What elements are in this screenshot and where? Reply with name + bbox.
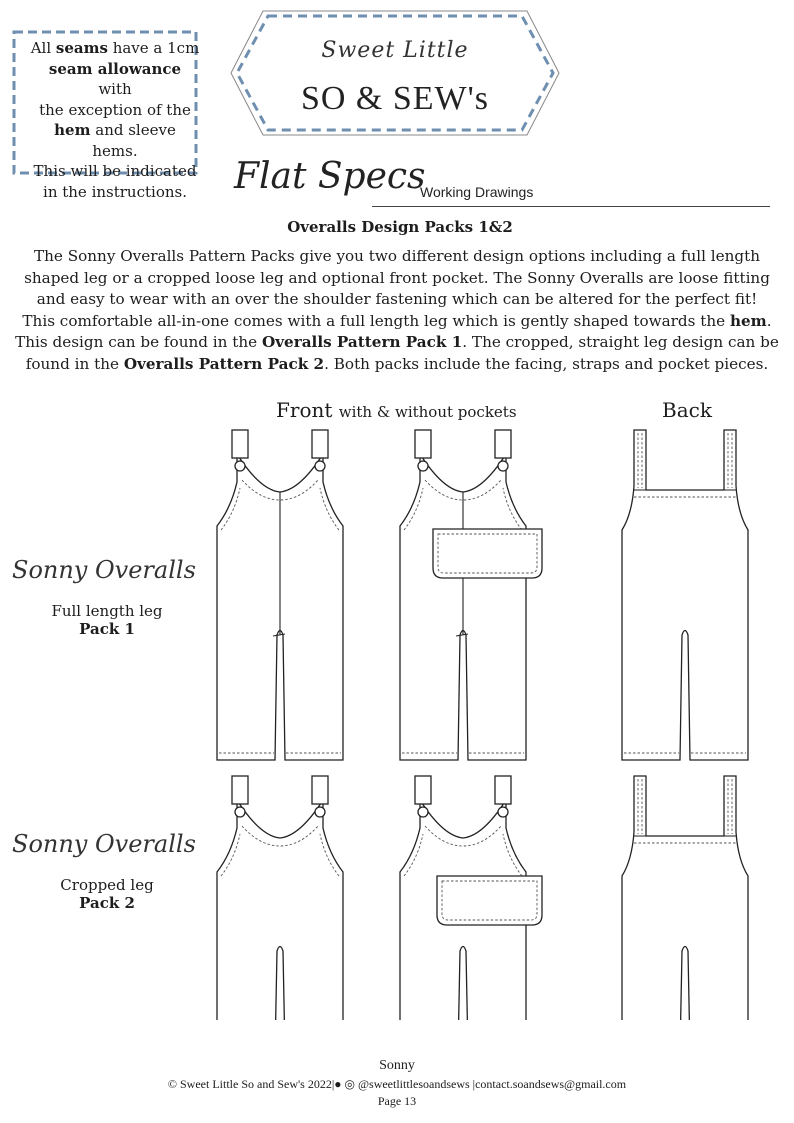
facebook-icon[interactable]: ● (334, 1077, 342, 1091)
flat-specs-subtitle: Working Drawings (420, 184, 534, 200)
logo-script-text: Sweet Little (321, 38, 469, 63)
design-packs-title: Overalls Design Packs 1&2 (287, 218, 513, 236)
intro-text (14, 246, 780, 375)
row2-front-pocket-drawing (400, 776, 542, 1020)
row2-description: Cropped leg Pack 2 (60, 876, 154, 912)
instagram-icon[interactable]: ◎ (344, 1077, 355, 1091)
intro-paragraph-2: This comfortable all-in-one comes with a full length leg which is gently shaped towards the hem. This design can be found in the Overalls Pattern Pack 1. The cropped, straight leg design can be found in the Overalls Pattern Pack 2. Both packs include the facing, straps and pocket pieces. (15, 311, 779, 373)
row2-back-drawing (622, 776, 748, 1020)
flat-specs-heading (232, 156, 562, 200)
back-label: Back (662, 398, 712, 422)
note-text: All seams have a 1cm seam allowance with the exception of the hem and sleeve hems. This will be indicated in the instructions. (30, 39, 200, 201)
heading-underline (372, 206, 770, 207)
footer-contact-line: © Sweet Little So and Sew's 2022|● ◎ @sweetlittlesoandsews |contact.soandsews@gmail.com (167, 1077, 627, 1091)
row2-front-drawing (217, 776, 343, 1020)
flat-specs-script: Flat Specs (234, 156, 426, 197)
brand-logo (228, 8, 562, 138)
logo-hexagon-frame (228, 8, 562, 138)
intro-paragraph-1: The Sonny Overalls Pattern Packs give you two different design options including a full length shaped leg or a cropped loose leg and optional front pocket. The Sonny Overalls are loose fitting and easy to wear with an over the shoulder fastening which can be altered for the perfect fit! (24, 247, 770, 308)
footer-social-handle[interactable]: @sweetlittlesoandsews (357, 1077, 470, 1091)
row1-description: Full length leg Pack 1 (51, 602, 163, 638)
row1-front-drawing (217, 430, 343, 760)
footer-name: Sonny (379, 1058, 415, 1073)
front-label: Front with & without pockets (276, 398, 517, 422)
row1-back-drawing (622, 430, 748, 760)
row2-script-label: Sonny Overalls (12, 830, 196, 858)
footer-page-number: Page 13 (377, 1094, 417, 1108)
seam-allowance-note (12, 30, 200, 201)
row1-script-label: Sonny Overalls (12, 556, 196, 584)
logo-main-text: SO & SEW's (300, 80, 490, 117)
row1-front-pocket-drawing (400, 430, 542, 760)
footer-copyright: © Sweet Little So and Sew's 2022 (167, 1077, 332, 1091)
footer-email[interactable]: contact.soandsews@gmail.com (475, 1077, 627, 1091)
overalls-drawings (0, 420, 794, 1020)
